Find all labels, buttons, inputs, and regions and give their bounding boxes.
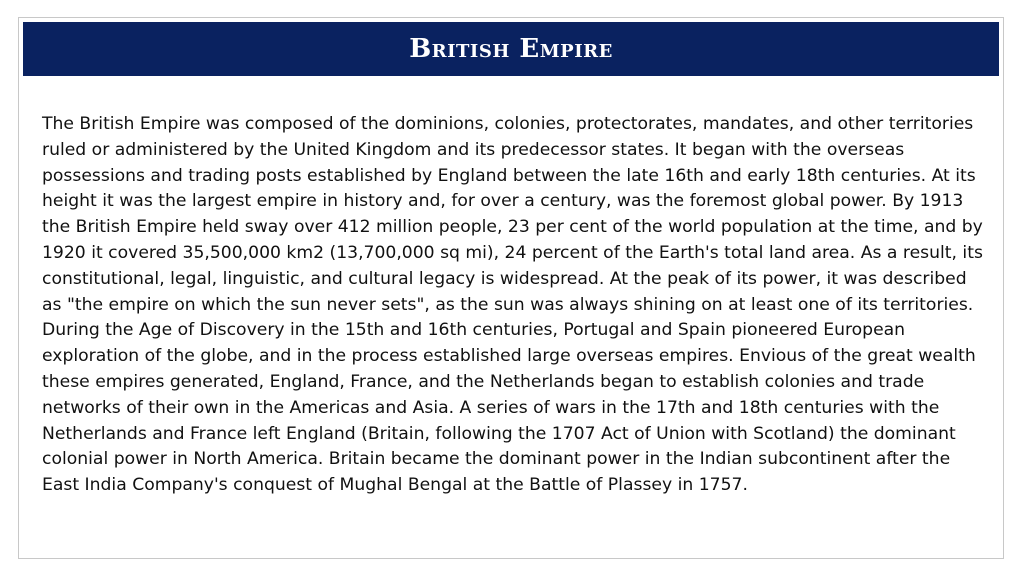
slide [18,17,1004,559]
body-paragraph: The British Empire was composed of the dominions, colonies, protectorates, mandates, and other territories ruled or administered by the United Kingdom and its predecessor states. It began with the overseas possessions and trading posts established by England between the late 16th and early 18th centuries. At its height it was the largest empire in history and, for over a century, was the foremost global power. By 1913 the British Empire held sway over 412 million people, 23 per cent of the world population at the time, and by 1920 it covered 35,500,000 km2 (13,700,000 sq mi), 24 percent of the Earth's total land area. As a result, its constitutional, legal, linguistic, and cultural legacy is widespread. At the peak of its power, it was described as "the empire on which the sun never sets", as the sun was always shining on at least one of its territories. During the Age of Discovery in the 15th and 16th centuries, Portugal and Spain pioneered European exploration of the globe, and in the process established large overseas empires. Envious of the great wealth these empires generated, England, France, and the Netherlands began to establish colonies and trade networks of their own in the Americas and Asia. A series of wars in the 17th and 18th centuries with the Netherlands and France left England (Britain, following the 1707 Act of Union with Scotland) the dominant colonial power in North America. Britain became the dominant power in the Indian subcontinent after the East India Company's conquest of Mughal Bengal at the Battle of Plassey in 1757. [42,114,983,496]
title-bar [23,22,999,76]
slide-title: British Empire [409,34,613,64]
